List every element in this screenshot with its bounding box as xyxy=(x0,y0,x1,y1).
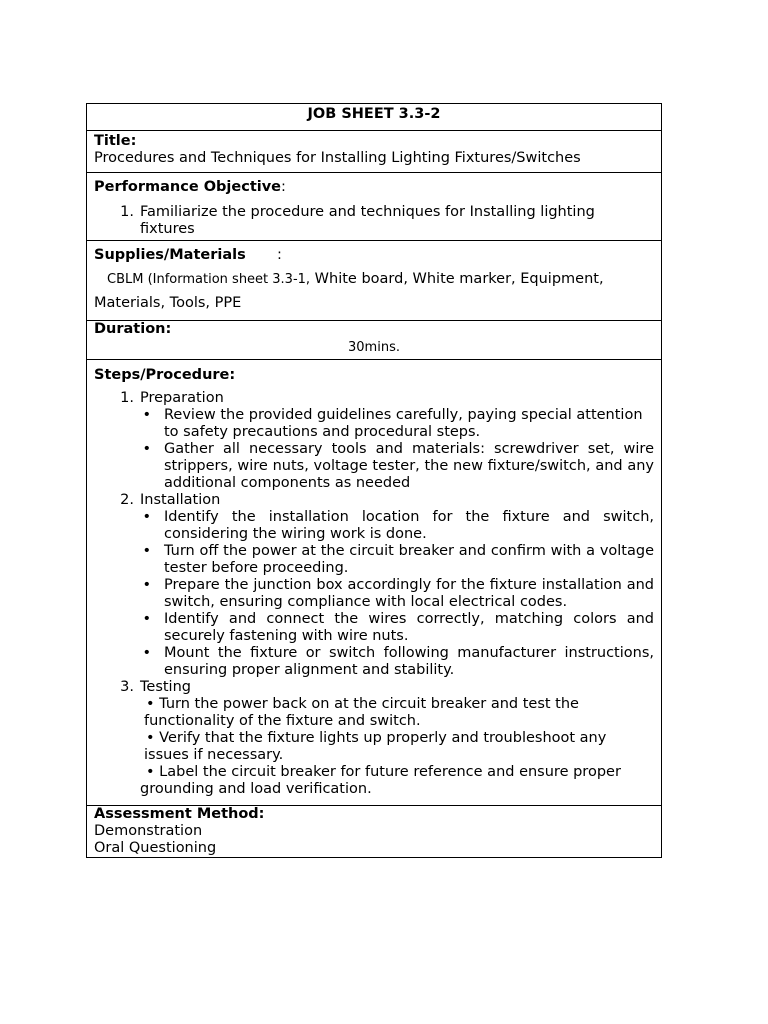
bullet-icon: • xyxy=(142,611,151,627)
supplies-colon: : xyxy=(276,247,282,263)
objective-item xyxy=(94,204,654,238)
step-bullet xyxy=(94,611,654,645)
supplies-line-1-rest: White board, White marker, Equipment, xyxy=(310,271,604,287)
bullet-icon: • xyxy=(142,543,151,559)
step-bullet-text: Identify and connect the wires correctly, matching colors and securely fastening with wire nuts. xyxy=(164,611,654,644)
bullet-icon: • xyxy=(142,509,151,525)
duration-value: 30mins. xyxy=(348,340,400,355)
step-bullet-text: Mount the fixture or switch following manufacturer instructions, ensuring proper alignment and stability. xyxy=(164,645,654,678)
step-name: Installation xyxy=(140,492,221,508)
supplies-cblm: CBLM (Information sheet 3.3-1, xyxy=(107,272,311,287)
assessment-label: Assessment Method: xyxy=(94,806,265,822)
duration-cell xyxy=(87,321,662,360)
step-bullet xyxy=(94,509,654,543)
testing-line: functionality of the fixture and switch. xyxy=(144,713,421,729)
step-bullet xyxy=(94,543,654,577)
supplies-line-1 xyxy=(94,271,654,288)
testing-line: • Turn the power back on at the circuit breaker and test the xyxy=(146,696,579,712)
bullet-icon: • xyxy=(142,441,151,457)
supplies-line-2: Materials, Tools, PPE xyxy=(94,295,242,311)
step-num: 1. xyxy=(120,390,134,406)
step-bullet-text: Review the provided guidelines carefully, paying special attention to safety precautions and procedural steps. xyxy=(164,407,643,440)
job-sheet-header xyxy=(87,104,662,131)
step-bullet-text: Prepare the junction box accordingly for the fixture installation and switch, ensuring compliance with local electrical codes. xyxy=(164,577,654,610)
assessment-item: Oral Questioning xyxy=(94,840,217,856)
step-group-preparation xyxy=(94,390,654,407)
testing-line: • Verify that the fixture lights up properly and troubleshoot any xyxy=(146,730,607,746)
supplies-cell xyxy=(87,241,662,321)
steps-cell xyxy=(87,360,662,806)
objective-item-num: 1. xyxy=(120,204,134,220)
assessment-item: Demonstration xyxy=(94,823,203,839)
step-num: 2. xyxy=(120,492,134,508)
step-bullet xyxy=(94,577,654,611)
step-bullet xyxy=(94,645,654,679)
step-bullet-text: Turn off the power at the circuit breaker and confirm with a voltage tester before proceeding. xyxy=(164,543,654,576)
steps-label: Steps/Procedure: xyxy=(94,367,236,383)
job-sheet-title: JOB SHEET 3.3-2 xyxy=(307,106,441,122)
supplies-heading xyxy=(94,247,654,264)
step-name: Preparation xyxy=(140,390,224,406)
step-bullet xyxy=(94,441,654,492)
step-bullet xyxy=(94,407,654,441)
title-value: Procedures and Techniques for Installing Lighting Fixtures/Switches xyxy=(94,150,581,166)
step-name: Testing xyxy=(140,679,191,695)
bullet-icon: • xyxy=(142,645,151,661)
objective-colon: : xyxy=(281,179,286,195)
testing-line: • Label the circuit breaker for future reference and ensure proper xyxy=(146,764,621,780)
step-group-testing xyxy=(94,679,654,696)
supplies-label: Supplies/Materials xyxy=(94,247,246,263)
objective-heading xyxy=(94,179,654,196)
title-cell xyxy=(87,131,662,173)
testing-line: issues if necessary. xyxy=(144,747,284,763)
testing-line: grounding and load verification. xyxy=(140,781,372,797)
assessment-cell xyxy=(87,806,662,858)
objective-item-text: Familiarize the procedure and techniques for Installing lighting fixtures xyxy=(140,204,595,237)
step-bullet-text: Identify the installation location for the fixture and switch, considering the wiring work is done. xyxy=(164,509,654,542)
objective-cell xyxy=(87,173,662,241)
job-sheet-table xyxy=(86,103,662,858)
bullet-icon: • xyxy=(142,577,151,593)
duration-label: Duration: xyxy=(94,321,172,337)
objective-label: Performance Objective xyxy=(94,179,282,195)
step-bullet-text: Gather all necessary tools and materials: screwdriver set, wire strippers, wire nuts, voltage tester, the new fixture/switch, and any additional components as needed xyxy=(164,441,654,491)
step-group-installation xyxy=(94,492,654,509)
step-num: 3. xyxy=(120,679,134,695)
title-label: Title: xyxy=(94,133,137,149)
bullet-icon: • xyxy=(142,407,151,423)
